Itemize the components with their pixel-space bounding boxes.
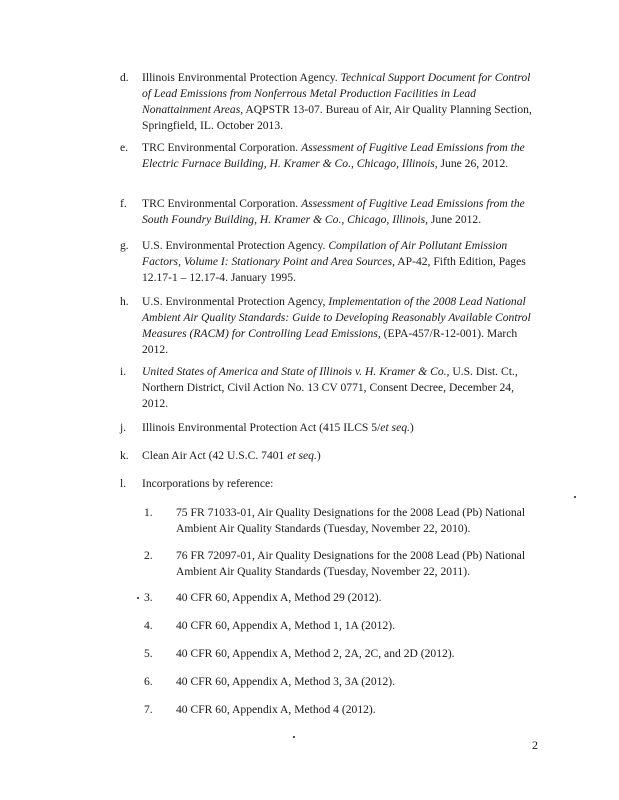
incorporation-number: 2. <box>144 549 153 562</box>
incorporation-text: 40 CFR 60, Appendix A, Method 2, 2A, 2C, and 2D (2012). <box>176 647 455 660</box>
reference-text <box>142 448 540 464</box>
reference-text <box>142 70 540 134</box>
reference-title: Compilation of Air Pollutant Emission Factors, Volume I: Stationary Point and Area Sources, <box>142 239 508 268</box>
incorporation-text: 40 CFR 60, Appendix A, Method 3, 3A (2012). <box>176 675 396 688</box>
reference-text-segment: Illinois Environmental Protection Agency. <box>142 71 341 84</box>
reference-text-segment: AP-42, Fifth Edition, Pages 12.17-1 – 12.17-4. January 1995. <box>142 255 526 284</box>
incorporation-number: 1. <box>144 506 153 519</box>
reference-text <box>142 294 540 358</box>
page-number: 2 <box>532 738 538 752</box>
reference-text-segment: Incorporations by reference: <box>142 477 274 490</box>
reference-label: d. <box>120 71 129 84</box>
incorporation-item <box>144 646 544 662</box>
reference-item <box>120 364 540 412</box>
scan-speck <box>293 736 295 738</box>
incorporation-item <box>144 674 544 690</box>
incorporation-text: 75 FR 71033-01, Air Quality Designations for the 2008 Lead (Pb) National Ambient Air Quality Standards (Tuesday, November 22, 2010). <box>176 506 526 535</box>
reference-label: e. <box>120 141 129 154</box>
incorporation-item <box>144 505 544 537</box>
reference-text-segment: ) <box>409 421 414 434</box>
reference-item <box>120 420 540 436</box>
incorporation-text: 76 FR 72097-01, Air Quality Designations for the 2008 Lead (Pb) National Ambient Air Quality Standards (Tuesday, November 22, 2011). <box>176 549 526 578</box>
reference-label: h. <box>120 295 129 308</box>
reference-title: Implementation of the 2008 Lead National Ambient Air Quality Standards: Guide to Developing Reasonably Available Control Measures (RACM) for Controlling Lead Emissions, <box>142 295 531 340</box>
incorporation-item <box>144 548 544 580</box>
incorporation-number: 5. <box>144 647 153 660</box>
reference-text-segment: June 26, 2012. <box>437 157 509 170</box>
reference-item <box>120 448 540 464</box>
reference-text-segment: U.S. Dist. Ct., Northern District, Civil Action No. 13 CV 0771, Consent Decree, December 24, 2012. <box>142 365 518 410</box>
incorporation-number: 4. <box>144 619 153 632</box>
incorporation-item <box>144 702 544 718</box>
reference-text-segment: June 2012. <box>427 213 482 226</box>
incorporation-text: 40 CFR 60, Appendix A, Method 1, 1A (2012). <box>176 619 396 632</box>
reference-title: et seq. <box>380 421 410 434</box>
reference-title: et seq. <box>287 449 317 462</box>
reference-title: Assessment of Fugitive Lead Emissions from the Electric Furnace Building, H. Kramer & Co., Chicago, Illinois, <box>142 141 525 170</box>
incorporation-item <box>144 590 544 606</box>
reference-text-segment: (EPA-457/R-12-001). March 2012. <box>142 327 518 356</box>
reference-text-segment: U.S. Environmental Protection Agency. <box>142 239 329 252</box>
reference-label: f. <box>120 197 127 210</box>
reference-text-segment: U.S. Environmental Protection Agency, <box>142 295 329 308</box>
scan-speck <box>137 597 139 599</box>
reference-text-segment: AQPSTR 13-07. Bureau of Air, Air Quality Planning Section, Springfield, IL. October 2013. <box>142 103 532 132</box>
reference-item <box>120 196 540 228</box>
reference-text-segment: Clean Air Act (42 U.S.C. 7401 <box>142 449 288 462</box>
reference-item <box>120 476 540 492</box>
reference-title: United States of America and State of Illinois v. H. Kramer & Co., <box>142 365 450 378</box>
reference-text <box>142 196 540 228</box>
reference-text-segment: ) <box>316 449 321 462</box>
reference-item <box>120 140 540 172</box>
incorporation-number: 6. <box>144 675 153 688</box>
reference-text-segment: TRC Environmental Corporation. <box>142 197 302 210</box>
reference-text <box>142 476 540 492</box>
incorporation-text: 40 CFR 60, Appendix A, Method 4 (2012). <box>176 703 376 716</box>
incorporation-number: 3. <box>144 591 153 604</box>
reference-item <box>120 294 540 358</box>
reference-text-segment: TRC Environmental Corporation. <box>142 141 302 154</box>
reference-item <box>120 70 540 134</box>
reference-item <box>120 238 540 286</box>
incorporation-text: 40 CFR 60, Appendix A, Method 29 (2012). <box>176 591 382 604</box>
reference-label: l. <box>120 477 127 490</box>
reference-text <box>142 238 540 286</box>
reference-label: j. <box>120 421 127 434</box>
reference-text-segment: Illinois Environmental Protection Act (415 ILCS 5/ <box>142 421 381 434</box>
incorporation-item <box>144 618 544 634</box>
scan-speck <box>574 496 576 498</box>
reference-label: k. <box>120 449 129 462</box>
incorporation-number: 7. <box>144 703 153 716</box>
reference-text <box>142 140 540 172</box>
reference-text <box>142 420 540 436</box>
reference-label: g. <box>120 239 129 252</box>
reference-text <box>142 364 540 412</box>
reference-title: Technical Support Document for Control of Lead Emissions from Nonferrous Metal Production Facilities in Lead Nonattainment Areas, <box>142 71 531 116</box>
reference-title: Assessment of Fugitive Lead Emissions from the South Foundry Building, H. Kramer & Co., Chicago, Illinois, <box>142 197 525 226</box>
reference-label: i. <box>120 365 127 378</box>
